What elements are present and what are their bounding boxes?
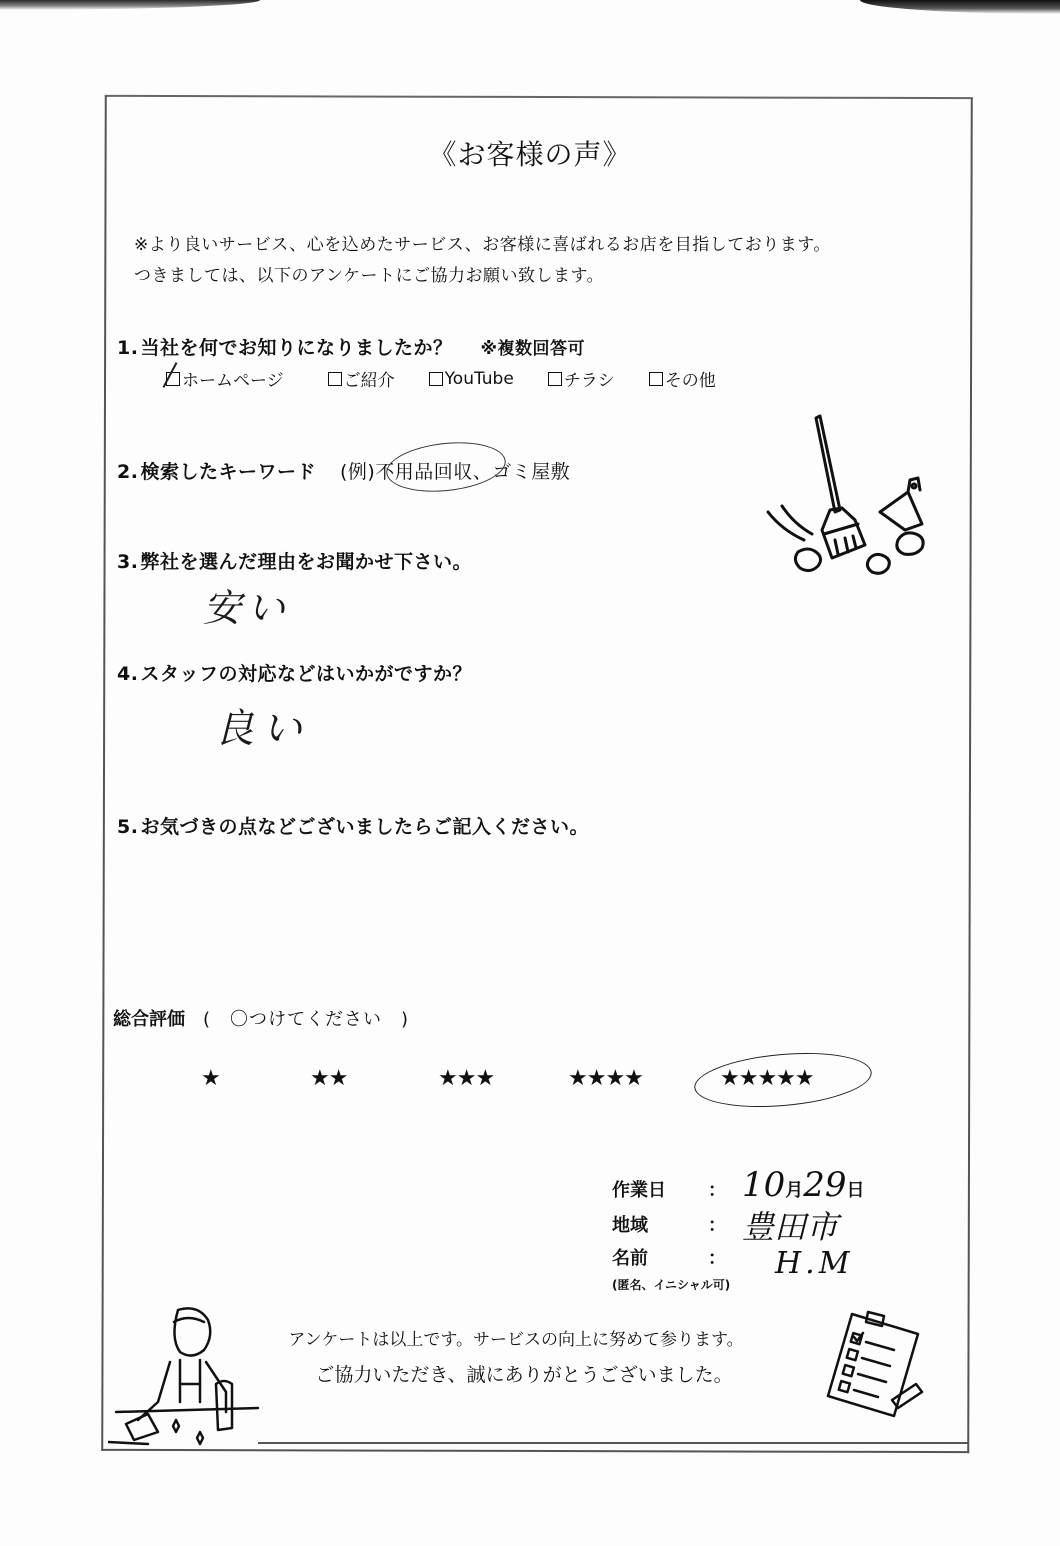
option-label: チラシ xyxy=(563,371,615,391)
name-value: H.M xyxy=(775,1246,854,1281)
closing-line: ご協力いただき、誠にありがとうございました。 xyxy=(315,1364,733,1386)
rating-hint: ( 〇つけてください ) xyxy=(203,1009,410,1030)
work-date-row xyxy=(612,1176,726,1202)
scan-edge-shadow xyxy=(860,0,1060,14)
question-4 xyxy=(117,659,472,686)
option-label: ご紹介 xyxy=(343,371,395,391)
rating-5-stars[interactable]: ★★★★★ xyxy=(720,1066,814,1091)
area-value: 豊田市 xyxy=(742,1208,839,1246)
handwritten-answer-staff: 良い xyxy=(214,706,310,752)
anonymous-note: (匿名、イニシャル可) xyxy=(612,1278,731,1292)
rating-4-stars[interactable]: ★★★★ xyxy=(568,1066,643,1091)
bottom-divider xyxy=(258,1442,968,1444)
option-homepage[interactable] xyxy=(166,366,284,391)
question-3 xyxy=(117,547,472,574)
source-options xyxy=(166,366,750,391)
option-flyer[interactable] xyxy=(548,366,615,391)
option-label: ホームページ xyxy=(182,371,284,391)
question-text: 検索したキーワード xyxy=(140,461,316,483)
question-text: お気づきの点などございましたらご記入ください。 xyxy=(140,816,589,838)
rating-3-stars[interactable]: ★★★ xyxy=(438,1066,495,1091)
intro-line: つきましては、以下のアンケートにご協力お願い致します。 xyxy=(134,266,605,286)
area-row xyxy=(612,1211,726,1237)
checkbox-icon[interactable] xyxy=(328,372,342,386)
option-label: YouTube xyxy=(444,368,514,389)
area-label: 地域 xyxy=(612,1215,648,1236)
rating-1-star[interactable]: ★ xyxy=(201,1066,220,1091)
broom-dustpan-illustration xyxy=(760,410,940,580)
overall-rating-label xyxy=(113,1005,409,1031)
checkbox-icon[interactable] xyxy=(429,372,443,386)
clipboard-checklist-icon xyxy=(822,1308,926,1420)
option-label: その他 xyxy=(664,371,716,391)
question-text: スタッフの対応などはいかがですか？ xyxy=(140,663,472,685)
date-month: 10 xyxy=(742,1165,786,1205)
question-text: 弊社を選んだ理由をお聞かせ下さい。 xyxy=(140,551,472,573)
survey-title: 《お客様の声》 xyxy=(428,138,632,171)
option-youtube[interactable] xyxy=(429,366,514,391)
name-label: 名前 xyxy=(612,1248,648,1269)
checkbox-icon[interactable] xyxy=(649,372,663,386)
scan-edge-shadow xyxy=(0,0,260,10)
multiple-answer-note: ※複数回答可 xyxy=(480,339,585,359)
question-text: 当社を何でお知りになりましたか？ xyxy=(140,337,453,359)
keyword-example: (例)不用品回収、ゴミ屋敷 xyxy=(339,461,571,483)
date-day: 29 xyxy=(803,1165,847,1205)
rating-2-stars[interactable]: ★★ xyxy=(310,1066,348,1091)
option-referral[interactable] xyxy=(328,366,395,391)
question-5 xyxy=(117,812,589,839)
day-unit: 日 xyxy=(846,1180,865,1201)
handwritten-answer-reason: 安い xyxy=(203,586,292,630)
question-1 xyxy=(117,333,585,360)
question-number: 1. xyxy=(117,337,139,359)
name-row xyxy=(612,1244,726,1270)
question-number: 3. xyxy=(117,551,139,573)
rating-title: 総合評価 xyxy=(113,1009,185,1030)
closing-line: アンケートは以上です。サービスの向上に努めて参ります。 xyxy=(288,1330,744,1350)
work-date-value xyxy=(742,1165,865,1205)
question-number: 2. xyxy=(117,461,139,483)
intro-line: ※より良いサービス、心を込めたサービス、お客様に喜ばれるお店を目指しております。 xyxy=(134,235,831,255)
colon: ： xyxy=(708,1215,726,1236)
option-other[interactable] xyxy=(649,366,716,391)
colon: ： xyxy=(708,1180,726,1201)
colon: ： xyxy=(708,1248,726,1269)
question-number: 5. xyxy=(117,816,139,838)
work-date-label: 作業日 xyxy=(612,1180,666,1201)
checkbox-icon[interactable] xyxy=(548,372,562,386)
checkbox-checked-icon[interactable] xyxy=(166,372,180,386)
question-number: 4. xyxy=(117,663,139,685)
month-unit: 月 xyxy=(785,1180,804,1201)
